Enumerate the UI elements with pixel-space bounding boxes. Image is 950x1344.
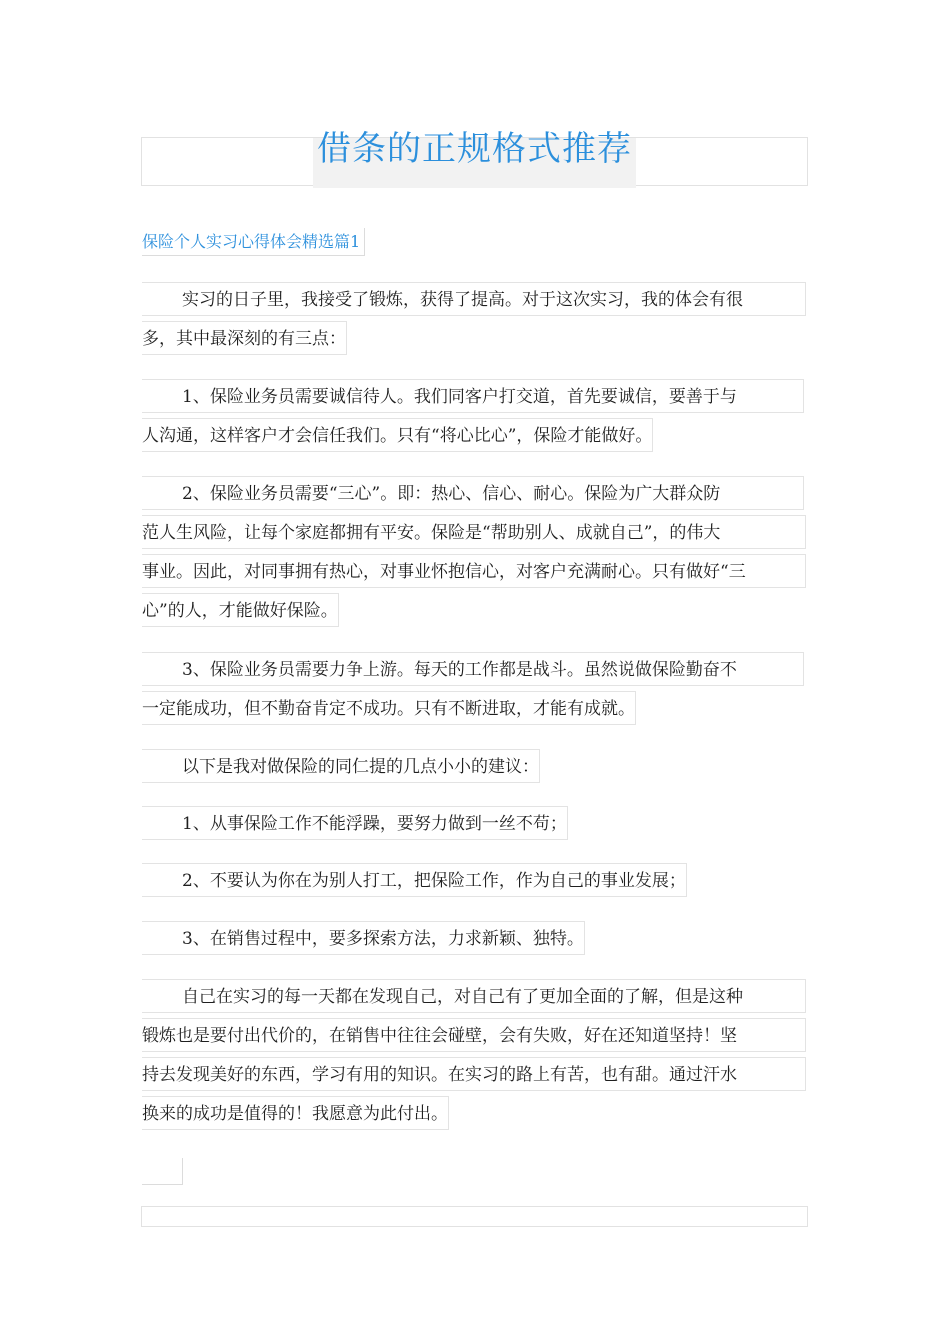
- section-heading: 保险个人实习心得体会精选篇1: [142, 228, 365, 256]
- paragraph-line: 自己在实习的每一天都在发现自己，对自己有了更加全面的了解，但是这种: [142, 979, 806, 1013]
- footer-frame: [141, 1206, 808, 1227]
- paragraph-line: 实习的日子里，我接受了锻炼，获得了提高。对于这次实习，我的体会有很: [142, 282, 806, 316]
- paragraph-line: 心”的人，才能做好保险。: [142, 593, 339, 627]
- paragraph-line: 3、保险业务员需要力争上游。每天的工作都是战斗。虽然说做保险勤奋不: [142, 652, 804, 686]
- page-title: 借条的正规格式推荐: [317, 129, 632, 169]
- paragraph-line: 人沟通，这样客户才会信任我们。只有“将心比心”，保险才能做好。: [142, 418, 653, 452]
- paragraph-line: 以下是我对做保险的同仁提的几点小小的建议：: [142, 749, 540, 783]
- paragraph-line: 1、从事保险工作不能浮躁，要努力做到一丝不苟；: [142, 806, 568, 840]
- paragraph-line: 多，其中最深刻的有三点：: [142, 321, 347, 355]
- paragraph-line: 2、保险业务员需要“三心”。即：热心、信心、耐心。保险为广大群众防: [142, 476, 804, 510]
- paragraph-line: 一定能成功，但不勤奋肯定不成功。只有不断进取，才能有成就。: [142, 691, 636, 725]
- paragraph-line: 持去发现美好的东西，学习有用的知识。在实习的路上有苦，也有甜。通过汗水: [142, 1057, 806, 1091]
- paragraph-line: 2、不要认为你在为别人打工，把保险工作，作为自己的事业发展；: [142, 863, 687, 897]
- paragraph-line: 范人生风险，让每个家庭都拥有平安。保险是“帮助别人、成就自己”，的伟大: [142, 515, 806, 549]
- paragraph-line: 换来的成功是值得的！我愿意为此付出。: [142, 1096, 449, 1130]
- empty-text-frame: [142, 1158, 183, 1185]
- paragraph-line: 1、保险业务员需要诚信待人。我们同客户打交道，首先要诚信，要善于与: [142, 379, 804, 413]
- paragraph-line: 3、在销售过程中，要多探索方法，力求新颖、独特。: [142, 921, 585, 955]
- paragraph-line: 事业。因此，对同事拥有热心，对事业怀抱信心，对客户充满耐心。只有做好“三: [142, 554, 806, 588]
- paragraph-line: 锻炼也是要付出代价的，在销售中往往会碰壁，会有失败，好在还知道坚持！坚: [142, 1018, 806, 1052]
